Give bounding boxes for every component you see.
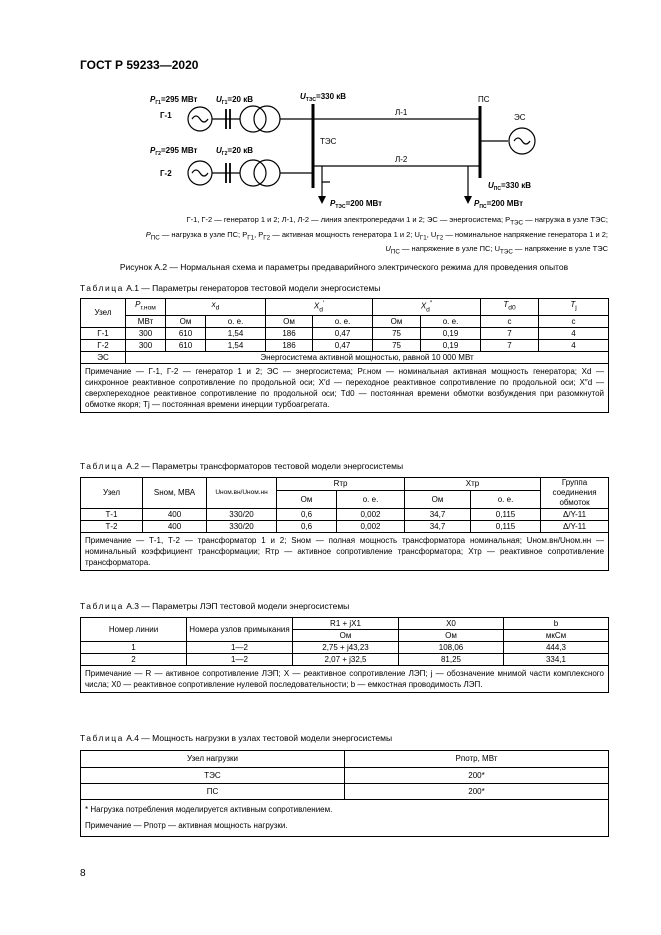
ps-load-arrow xyxy=(464,196,472,204)
figure-caption: Рисунок А.2 — Нормальная схема и параметры предаварийного электрического режима для проведения опытов xyxy=(119,262,569,272)
unit-cell: о. е. xyxy=(206,316,266,328)
table-row: 1 1—2 2,75 + j43,23 108,06 444,3 xyxy=(81,642,609,654)
ug2-label: $U_{Г2}=20$ кВ xyxy=(216,146,253,157)
header-cell: Узел нагрузки xyxy=(81,751,345,768)
header-cell: $x_d$ xyxy=(166,299,266,316)
table2-note: Примечание — Т-1, Т-2 — трансформатор 1 и 2; Sном — полная мощность трансформатора номинальная; Uном.вн/Uном.нн — номинальный коэффициент трансформации; Rтр — активное сопротивление трансформатора; Xтр — реактивное сопротивление трансформатора. xyxy=(81,533,609,571)
table1-caption: Таблица А.1 — Параметры генераторов тестовой модели энергосистемы xyxy=(80,283,381,293)
table-row: Т-2 400 330/20 0,6 0,002 34,7 0,115 Δ/Y-11 xyxy=(81,521,609,533)
g2-label: Г-2 xyxy=(160,169,172,178)
unit-cell: о. е. xyxy=(421,316,481,328)
ug1-label: $U_{Г1}=20$ кВ xyxy=(216,95,253,106)
unit-cell: Ом xyxy=(266,316,313,328)
table-row: ТЭС 200* xyxy=(81,768,609,784)
header-cell: $X_d''$ xyxy=(373,299,481,316)
utes-label: $U_{ТЭС}=330$ кВ xyxy=(300,92,347,103)
table-row: Г-2 300 610 1,54 186 0,47 75 0,19 7 4 xyxy=(81,340,609,352)
table-row: Г-1 300 610 1,54 186 0,47 75 0,19 7 4 xyxy=(81,328,609,340)
document-header: ГОСТ Р 59233—2020 xyxy=(80,58,199,72)
header-cell: Узел xyxy=(81,478,143,509)
header-cell: Sном, МВА xyxy=(143,478,207,509)
table4-notes xyxy=(81,800,609,837)
pps-label: $P_{ПС}=200$ МВт xyxy=(474,199,524,210)
pg1-label: $P_{Г1}=295$ МВт xyxy=(150,95,198,106)
table-a3: Номер линии Номера узлов примыкания R1 + jX1 X0 b Ом Ом мкСм 1 1—2 2,75 + j43,23 108,06 444,3 2 1—2 2,07 + j32,5 81,25 334,1 Примечание — R — активное сопротивление ЛЭП; X — реактивное сопротивление ЛЭП; j — обозначение мнимой части комплексного числа; X0 — реактивное сопротивление нулевой последовательности; b — емкостная проводимость ЛЭП. xyxy=(80,617,609,693)
table-row: 2 1—2 2,07 + j32,5 81,25 334,1 xyxy=(81,654,609,666)
tes-label: ТЭС xyxy=(320,137,337,146)
transformer-2-symbol xyxy=(240,160,266,186)
table-row: ЭС Энергосистема активной мощностью, равной 10 000 МВт xyxy=(81,352,609,364)
table4-caption: Таблица А.4 — Мощность нагрузки в узлах тестовой модели энергосистемы xyxy=(80,733,393,743)
table4-note: Примечание — Pпотр — активная мощность нагрузки. xyxy=(85,821,288,830)
pg2-label: $P_{Г2}=295$ МВт xyxy=(150,146,198,157)
table-a2: Узел Sном, МВА Uном.вн/Uном.нн Rтр Xтр Группа соединения обмоток Ом о. е. Ом о. е. Т-1 400 330/20 0,6 0,002 34,7 0,115 Δ/Y-11 Т-2 400 330/20 0,6 0,002 34,7 0,115 Δ/Y-11 Примечание — Т-1, Т-2 — трансформатор 1 и 2; Sном — полная мощность трансформатора номинальная; Uном.вн/Uном.нн — номинальный коэффициент трансформации; Rтр — активное сопротивление трансформатора; Xтр — реактивное сопротивление трансформатора. xyxy=(80,477,609,571)
header-cell: Xтр xyxy=(405,478,541,491)
header-cell: Uном.вн/Uном.нн xyxy=(207,478,277,509)
ptes-label: $P_{ТЭС}=200$ МВт xyxy=(330,199,383,210)
header-cell: $T_{d0}$ xyxy=(481,299,539,316)
g1-label: Г-1 xyxy=(160,111,172,120)
transformer-1-symbol xyxy=(240,106,266,132)
es-label: ЭС xyxy=(514,113,526,122)
unit-cell: МВт xyxy=(126,316,166,328)
unit-cell: Ом xyxy=(373,316,421,328)
table3-note: Примечание — R — активное сопротивление ЛЭП; X — реактивное сопротивление ЛЭП; j — обозначение мнимой части комплексного числа; X0 — реактивное сопротивление нулевой последовательности; b — емкостная проводимость ЛЭП. xyxy=(81,666,609,693)
header-cell: R1 + jX1 xyxy=(293,618,399,630)
header-cell: $T_j$ xyxy=(539,299,609,316)
header-cell: Группа соединения обмоток xyxy=(541,478,609,509)
header-cell: $P_{г.ном}$ xyxy=(126,299,166,316)
header-cell: Номера узлов примыкания xyxy=(187,618,293,642)
l2-label: Л-2 xyxy=(395,155,408,164)
l1-label: Л-1 xyxy=(395,108,408,117)
header-cell: X0 xyxy=(399,618,504,630)
header-cell: Номер линии xyxy=(81,618,187,642)
table2-caption: Таблица А.2 — Параметры трансформаторов тестовой модели энергосистемы xyxy=(80,461,404,471)
table-a4 xyxy=(80,750,609,837)
table-a1 xyxy=(80,298,609,413)
unit-cell: с xyxy=(481,316,539,328)
table4-footnote: * Нагрузка потребления моделируется активным сопротивлением. xyxy=(85,805,333,814)
page-number: 8 xyxy=(80,868,86,879)
figure-legend: Г-1, Г-2 — генератор 1 и 2; Л-1, Л-2 — линия электропередачи 1 и 2; ЭС — энергосистема; $P_{ТЭС}$ — нагрузка в узле ТЭС; $P_{ПС}$ — нагрузка в узле ПС; $P_{Г1}$, $P_{Г2}$ — активная мощность генератора 1 и 2; $U_{Г1}$, $U_{Г2}$ — номинальное напряжение генератора 1 и 2; $U_{ПС}$ — напряжение в узле ПС; $U_{ТЭС}$ — напряжение в узле ТЭС xyxy=(145,215,608,256)
header-cell: Узел xyxy=(81,299,126,328)
circuit-diagram xyxy=(150,86,550,214)
header-cell: Pпотр, МВт xyxy=(345,751,609,768)
tes-load-arrow xyxy=(318,196,326,204)
table3-caption: Таблица А.3 — Параметры ЛЭП тестовой модели энергосистемы xyxy=(80,601,350,611)
unit-cell: Ом xyxy=(166,316,206,328)
header-cell: Rтр xyxy=(277,478,405,491)
unit-cell: о. е. xyxy=(313,316,373,328)
table-row: ПС 200* xyxy=(81,784,609,800)
header-cell: b xyxy=(504,618,609,630)
ups-label: $U_{ПС}=330$ кВ xyxy=(488,181,532,192)
unit-cell: с xyxy=(539,316,609,328)
table-row: Т-1 400 330/20 0,6 0,002 34,7 0,115 Δ/Y-11 xyxy=(81,509,609,521)
ps-label: ПС xyxy=(478,95,490,104)
table1-note: Примечание — Г-1, Г-2 — генератор 1 и 2; ЭС — энергосистема; Pг.ном — номинальная активная мощность генератора; Xd — синхронное реактивное сопротивление по продольной оси; X′d — переходное реактивное сопротивление по продольной оси; X″d — сверхпереходное реактивное сопротивление по продольной оси; Td0 — постоянная времени обмотки возбуждения при разомкнутой обмотке якоря; Tj — постоянная времени инерции турбоагрегата. xyxy=(81,364,609,413)
header-cell: $X_d'$ xyxy=(266,299,373,316)
